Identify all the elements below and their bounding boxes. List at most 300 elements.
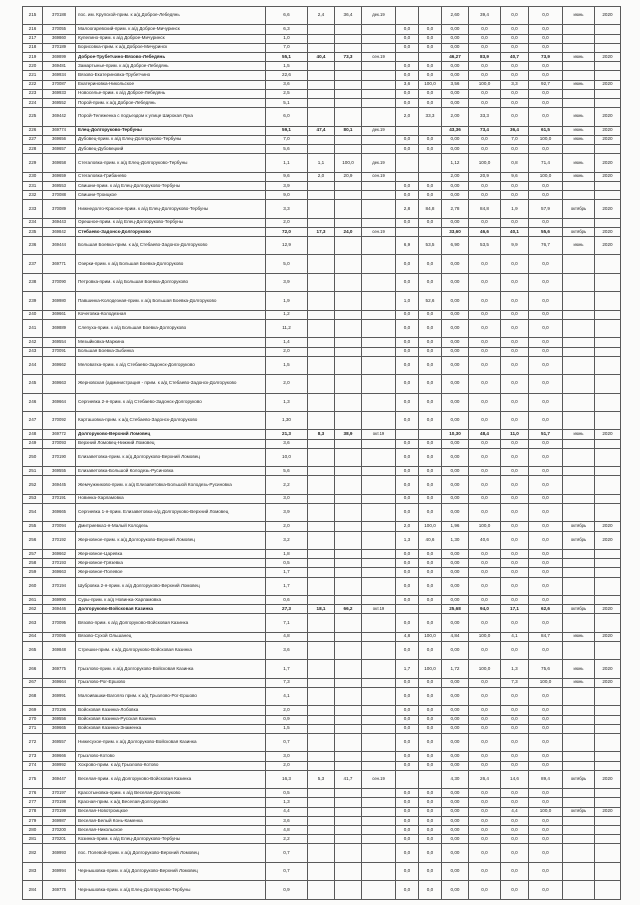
normative-length-cell: 6,9 [396, 237, 419, 255]
inspection-date-cell [362, 549, 396, 558]
road-code-cell: 369556 [43, 715, 76, 724]
road-length-cell: 7,0 [266, 43, 308, 52]
road-code-cell: 369775 [43, 881, 76, 899]
repaired-length-cell [308, 688, 335, 706]
repaired-length-cell [308, 881, 335, 899]
road-code-cell: 369665 [43, 503, 76, 521]
total-length-cell: 0,00 [442, 577, 469, 595]
repaired-length-cell [308, 218, 335, 227]
table-row [23, 319, 621, 337]
inspection-date-cell [362, 80, 396, 89]
road-length-cell: 1,9 [266, 292, 308, 310]
road-name-cell: Елец-Долгоруково-Тербуны [76, 126, 266, 135]
road-length-cell: 2,2 [266, 476, 308, 494]
road-code-cell: 369992 [43, 761, 76, 770]
table-row [23, 476, 621, 494]
planned-percent-cell: 0,0 [529, 255, 563, 273]
normative-percent-cell: 0,0 [419, 439, 442, 448]
plan-month-cell: июнь [563, 237, 595, 255]
normative-length-cell: 2,0 [396, 522, 419, 531]
plan-month-cell [563, 393, 595, 411]
row-number-cell: 239 [23, 292, 43, 310]
repaired-length-cell [308, 678, 335, 687]
plan-year-cell [595, 375, 621, 393]
plan-year-cell: 2020 [595, 126, 621, 135]
planned-length-cell: 0,0 [501, 71, 529, 80]
road-name-cell: Озерки-прим. к а/д Большая Боевка-Долгоруково [76, 255, 266, 273]
total-length-cell: 0,00 [442, 789, 469, 798]
row-number-cell: 231 [23, 181, 43, 190]
planned-percent-cell: 0,0 [529, 715, 563, 724]
total-percent-cell: 0,0 [469, 292, 501, 310]
planned-length-cell: 0,0 [501, 559, 529, 568]
total-percent-cell: 53,5 [469, 237, 501, 255]
row-number-cell: 250 [23, 448, 43, 466]
normative-percent-cell: 0,0 [419, 614, 442, 632]
repaired-percent-cell: 100,0 [335, 154, 362, 172]
road-name-cell: Доброе-Трубетчино-Вязово-Лебедянь [76, 53, 266, 62]
planned-percent-cell: 0,0 [529, 835, 563, 844]
plan-month-cell [563, 71, 595, 80]
row-number-cell: 268 [23, 688, 43, 706]
plan-month-cell: октябрь [563, 531, 595, 549]
road-length-cell: 1,7 [266, 660, 308, 678]
plan-month-cell [563, 448, 595, 466]
inspection-date-cell [362, 25, 396, 34]
normative-percent-cell: 0,0 [419, 181, 442, 190]
total-length-cell: 0,00 [442, 181, 469, 190]
road-name-cell: Верхний Ломовец-Нижний Ломовец [76, 439, 266, 448]
plan-year-cell [595, 356, 621, 374]
total-percent-cell: 0,0 [469, 393, 501, 411]
normative-percent-cell: 0,0 [419, 25, 442, 34]
plan-year-cell [595, 43, 621, 52]
planned-length-cell: 0,0 [501, 789, 529, 798]
road-name-cell: Красная-прим. к а/д Веселая-Долгоруково [76, 798, 266, 807]
normative-percent-cell: 0,0 [419, 218, 442, 227]
repaired-percent-cell [335, 577, 362, 595]
inspection-date-cell [362, 881, 396, 899]
row-number-cell: 258 [23, 559, 43, 568]
road-name-cell: Елизаветовка-прим. к а/д Долгоруково-Верхний Ломовец [76, 448, 266, 466]
inspection-date-cell [362, 99, 396, 108]
table-row [23, 706, 621, 715]
total-percent-cell: 0,0 [469, 135, 501, 144]
repaired-percent-cell: 41,7 [335, 770, 362, 788]
total-percent-cell: 0,0 [469, 734, 501, 752]
row-number-cell: 243 [23, 347, 43, 356]
row-number-cell: 228 [23, 145, 43, 154]
planned-percent-cell: 51,7 [529, 430, 563, 439]
road-code-cell: 369661 [43, 310, 76, 319]
inspection-date-cell [362, 62, 396, 71]
row-number-cell: 274 [23, 761, 43, 770]
repaired-length-cell [308, 467, 335, 476]
total-percent-cell: 0,0 [469, 439, 501, 448]
plan-month-cell [563, 798, 595, 807]
repaired-percent-cell [335, 706, 362, 715]
plan-month-cell: октябрь [563, 200, 595, 218]
row-number-cell: 244 [23, 356, 43, 374]
plan-year-cell [595, 724, 621, 733]
normative-length-cell: 0,0 [396, 319, 419, 337]
repaired-percent-cell [335, 862, 362, 880]
repaired-percent-cell [335, 559, 362, 568]
total-percent-cell: 0,0 [469, 614, 501, 632]
road-code-cell: 370088 [43, 191, 76, 200]
plan-month-cell [563, 835, 595, 844]
normative-length-cell: 0,0 [396, 789, 419, 798]
inspection-date-cell [362, 237, 396, 255]
table-row [23, 844, 621, 862]
planned-percent-cell: 0,0 [529, 816, 563, 825]
total-length-cell: 0,00 [442, 862, 469, 880]
repaired-length-cell [308, 25, 335, 34]
repaired-length-cell [308, 200, 335, 218]
inspection-date-cell [362, 688, 396, 706]
table-row [23, 807, 621, 816]
planned-length-cell: 11,0 [501, 430, 529, 439]
inspection-date-cell [362, 642, 396, 660]
planned-length-cell: 0,0 [501, 881, 529, 899]
plan-year-cell [595, 688, 621, 706]
plan-month-cell: октябрь [563, 605, 595, 614]
planned-percent-cell: 0,0 [529, 448, 563, 466]
planned-length-cell: 0,0 [501, 319, 529, 337]
plan-year-cell: 2020 [595, 430, 621, 439]
table-row [23, 135, 621, 144]
normative-length-cell: 2,0 [396, 108, 419, 126]
planned-length-cell: 0,0 [501, 347, 529, 356]
normative-length-cell: 0,0 [396, 862, 419, 880]
road-code-cell: 370194 [43, 577, 76, 595]
total-length-cell: 0,00 [442, 292, 469, 310]
total-length-cell: 0,00 [442, 25, 469, 34]
planned-length-cell: 0,0 [501, 375, 529, 393]
repaired-length-cell [308, 393, 335, 411]
normative-percent-cell: 100,0 [419, 522, 442, 531]
road-length-cell: 72,0 [266, 227, 308, 236]
plan-month-cell: июнь [563, 53, 595, 62]
normative-length-cell: 0,0 [396, 706, 419, 715]
road-code-cell: 369446 [43, 605, 76, 614]
planned-length-cell: 0,0 [501, 411, 529, 429]
road-length-cell: 2,0 [266, 706, 308, 715]
inspection-date-cell [362, 835, 396, 844]
total-percent-cell: 0,0 [469, 706, 501, 715]
plan-month-cell [563, 89, 595, 98]
plan-month-cell: июнь [563, 430, 595, 439]
road-length-cell: 9,0 [266, 191, 308, 200]
total-length-cell: 6,90 [442, 237, 469, 255]
total-length-cell: 0,00 [442, 559, 469, 568]
total-percent-cell: 0,0 [469, 559, 501, 568]
table-row [23, 862, 621, 880]
repaired-length-cell [308, 549, 335, 558]
total-length-cell: 0,00 [442, 614, 469, 632]
road-length-cell: 0,9 [266, 881, 308, 899]
road-code-cell: 369987 [43, 816, 76, 825]
road-name-cell: Дмитриевка1-я-Малый Колодезь [76, 522, 266, 531]
road-name-cell: Сергиевка 1-я-прим. Елизаветовка-а/д Долгоруково-Верхний Ломовец [76, 503, 266, 521]
inspection-date-cell [362, 807, 396, 816]
road-name-cell: Павшинка-Колодезная-прим. к а/д Большая Боевка-Долгоруково [76, 292, 266, 310]
normative-length-cell: 0,0 [396, 503, 419, 521]
table-row [23, 688, 621, 706]
table-row [23, 7, 621, 25]
road-name-cell: Новинка-Харламовка [76, 494, 266, 503]
total-length-cell: 0,00 [442, 476, 469, 494]
road-name-cell: Войсковая Казинка-Знаменка [76, 724, 266, 733]
inspection-date-cell [362, 715, 396, 724]
total-length-cell: 0,00 [442, 347, 469, 356]
total-percent-cell: 0,0 [469, 807, 501, 816]
planned-length-cell: 0,0 [501, 310, 529, 319]
total-percent-cell: 0,0 [469, 761, 501, 770]
table-row [23, 200, 621, 218]
normative-percent-cell: 53,5 [419, 237, 442, 255]
plan-year-cell [595, 338, 621, 347]
normative-length-cell: 0,0 [396, 34, 419, 43]
planned-percent-cell: 92,7 [529, 80, 563, 89]
repaired-percent-cell [335, 145, 362, 154]
repaired-percent-cell [335, 43, 362, 52]
road-length-cell: 21,3 [266, 430, 308, 439]
inspection-date-cell [362, 724, 396, 733]
planned-length-cell: 7,0 [501, 135, 529, 144]
table-row [23, 789, 621, 798]
table-row [23, 577, 621, 595]
total-length-cell: 2,00 [442, 108, 469, 126]
total-percent-cell: 0,0 [469, 448, 501, 466]
planned-percent-cell: 0,0 [529, 559, 563, 568]
road-name-cell: Елизаветовка-Большой Колодезь-Русиновка [76, 467, 266, 476]
normative-percent-cell: 33,3 [419, 108, 442, 126]
row-number-cell: 277 [23, 798, 43, 807]
table-row [23, 273, 621, 291]
road-length-cell: 1,4 [266, 338, 308, 347]
normative-length-cell: 1,7 [396, 660, 419, 678]
normative-percent-cell: 0,0 [419, 319, 442, 337]
road-name-cell: пос. Полевой-прим. к а/д Долгоруково-Верхний Ломовец [76, 844, 266, 862]
road-length-cell: 12,9 [266, 237, 308, 255]
road-code-cell: 369557 [43, 734, 76, 752]
plan-month-cell [563, 347, 595, 356]
plan-year-cell: 2020 [595, 237, 621, 255]
repaired-length-cell [308, 71, 335, 80]
normative-percent-cell [419, 53, 442, 62]
row-number-cell: 262 [23, 605, 43, 614]
repaired-length-cell [308, 191, 335, 200]
table-row [23, 108, 621, 126]
inspection-date-cell [362, 660, 396, 678]
repaired-percent-cell [335, 200, 362, 218]
planned-length-cell: 0,0 [501, 191, 529, 200]
normative-percent-cell: 0,0 [419, 549, 442, 558]
planned-percent-cell: 89,4 [529, 770, 563, 788]
road-name-cell: Карташовка-прим. к а/д Стебаево-Задонск-Долгоруково [76, 411, 266, 429]
planned-percent-cell: 0,0 [529, 826, 563, 835]
road-name-cell: Малоивашки-Ваголяз прим. к а/д Грызлово-Рог-Ершово [76, 688, 266, 706]
repaired-percent-cell [335, 549, 362, 558]
plan-month-cell [563, 62, 595, 71]
road-length-cell: 4,8 [266, 632, 308, 641]
normative-percent-cell: 0,0 [419, 568, 442, 577]
road-name-cell: Стебаево-Задонск-Долгоруково [76, 227, 266, 236]
planned-percent-cell: 0,0 [529, 549, 563, 558]
total-percent-cell: 0,0 [469, 181, 501, 190]
table-row [23, 439, 621, 448]
planned-length-cell: 0,0 [501, 476, 529, 494]
total-percent-cell: 0,0 [469, 43, 501, 52]
repaired-percent-cell [335, 448, 362, 466]
road-length-cell: 1,5 [266, 724, 308, 733]
road-name-cell: Стрешки-прим. к а/д Долгоруково-Войсковая Казинка [76, 642, 266, 660]
road-name-cell: Большая Боевка-Зыбинка [76, 347, 266, 356]
repaired-length-cell [308, 844, 335, 862]
plan-year-cell [595, 34, 621, 43]
road-length-cell: 2,0 [266, 761, 308, 770]
planned-length-cell: 0,0 [501, 181, 529, 190]
road-name-cell: Веселая-Белый Конь-Каменка [76, 816, 266, 825]
repaired-percent-cell [335, 338, 362, 347]
repaired-length-cell [308, 761, 335, 770]
repaired-length-cell: 5,3 [308, 770, 335, 788]
plan-month-cell [563, 826, 595, 835]
plan-month-cell [563, 25, 595, 34]
planned-percent-cell: 0,0 [529, 439, 563, 448]
total-length-cell: 0,00 [442, 568, 469, 577]
normative-percent-cell: 0,0 [419, 356, 442, 374]
normative-length-cell: 0,0 [396, 752, 419, 761]
inspection-date-cell [362, 503, 396, 521]
row-number-cell: 264 [23, 632, 43, 641]
road-length-cell: 2,2 [266, 835, 308, 844]
total-percent-cell: 46,6 [469, 227, 501, 236]
road-length-cell: 6,6 [266, 7, 308, 25]
road-code-cell: 369662 [43, 356, 76, 374]
road-name-cell: Нижнедолго-Красное-прим. к а/д Елец-Долгоруково-Тербуны [76, 200, 266, 218]
planned-percent-cell: 0,0 [529, 375, 563, 393]
repaired-length-cell [308, 826, 335, 835]
plan-month-cell: октябрь [563, 522, 595, 531]
road-code-cell: 370095 [43, 614, 76, 632]
repaired-percent-cell [335, 816, 362, 825]
plan-year-cell [595, 62, 621, 71]
table-row [23, 430, 621, 439]
planned-length-cell: 7,3 [501, 678, 529, 687]
plan-year-cell [595, 596, 621, 605]
repaired-length-cell: 8,3 [308, 430, 335, 439]
planned-length-cell: 4,4 [501, 807, 529, 816]
total-percent-cell: 83,9 [469, 53, 501, 62]
plan-year-cell: 2020 [595, 531, 621, 549]
road-length-cell: 3,3 [266, 200, 308, 218]
repaired-length-cell: 40,4 [308, 53, 335, 62]
total-percent-cell: 0,0 [469, 338, 501, 347]
total-percent-cell: 0,0 [469, 319, 501, 337]
total-length-cell: 0,00 [442, 34, 469, 43]
repaired-length-cell [308, 347, 335, 356]
total-length-cell: 0,00 [442, 255, 469, 273]
inspection-date-cell [362, 706, 396, 715]
planned-length-cell: 36,4 [501, 126, 529, 135]
table-body [23, 7, 621, 900]
road-code-cell: 369481 [43, 62, 76, 71]
repaired-length-cell [308, 660, 335, 678]
inspection-date-cell [362, 218, 396, 227]
total-length-cell: 0,00 [442, 89, 469, 98]
road-name-cell: Красотыновка-прим. к а/д Веселая-Долгоруково [76, 789, 266, 798]
plan-month-cell [563, 715, 595, 724]
repaired-length-cell [308, 255, 335, 273]
planned-percent-cell: 0,0 [529, 62, 563, 71]
road-length-cell: 3,9 [266, 503, 308, 521]
plan-year-cell: 2020 [595, 200, 621, 218]
plan-year-cell [595, 826, 621, 835]
planned-length-cell: 0,0 [501, 862, 529, 880]
road-name-cell: Веселая-Никольское [76, 826, 266, 835]
planned-percent-cell: 100,0 [529, 807, 563, 816]
road-name-cell: Порой-Тележенка с подъездом к улице Широкая Лука [76, 108, 266, 126]
inspection-date-cell [362, 292, 396, 310]
plan-year-cell: 2020 [595, 154, 621, 172]
normative-percent-cell: 0,0 [419, 642, 442, 660]
row-number-cell: 247 [23, 411, 43, 429]
road-name-cell: Грызлово-Рог-Ершово [76, 678, 266, 687]
planned-length-cell: 0,0 [501, 7, 529, 25]
plan-month-cell [563, 145, 595, 154]
total-percent-cell: 0,0 [469, 798, 501, 807]
planned-percent-cell: 71,4 [529, 154, 563, 172]
inspection-date-cell [362, 108, 396, 126]
road-length-cell: 6,3 [266, 25, 308, 34]
total-percent-cell: 0,0 [469, 218, 501, 227]
row-number-cell: 219 [23, 53, 43, 62]
row-number-cell: 238 [23, 273, 43, 291]
normative-length-cell: 0,0 [396, 688, 419, 706]
repaired-percent-cell [335, 99, 362, 108]
plan-month-cell: июнь [563, 7, 595, 25]
normative-length-cell: 0,0 [396, 310, 419, 319]
road-length-cell: 1,7 [266, 577, 308, 595]
normative-percent-cell: 0,0 [419, 71, 442, 80]
road-name-cell: Меловатка-прим. к а/д Стебаево-Задонск-Долгоруково [76, 356, 266, 374]
plan-year-cell [595, 798, 621, 807]
road-name-cell: Большая Боевка-прим. к а/д Стебаево-Задонск-Долгоруково [76, 237, 266, 255]
plan-month-cell [563, 789, 595, 798]
planned-percent-cell: 84,7 [529, 632, 563, 641]
inspection-date-cell [362, 439, 396, 448]
repaired-percent-cell [335, 715, 362, 724]
planned-percent-cell: 0,0 [529, 338, 563, 347]
normative-percent-cell: 0,0 [419, 43, 442, 52]
table-row [23, 632, 621, 641]
road-length-cell: 0,5 [266, 559, 308, 568]
repaired-percent-cell: 24,0 [335, 227, 362, 236]
row-number-cell: 241 [23, 319, 43, 337]
road-code-cell: 369991 [43, 688, 76, 706]
normative-percent-cell [419, 227, 442, 236]
planned-length-cell: 0,0 [501, 734, 529, 752]
repaired-percent-cell [335, 71, 362, 80]
normative-percent-cell [419, 605, 442, 614]
inspection-date-cell [362, 614, 396, 632]
plan-year-cell [595, 789, 621, 798]
normative-percent-cell: 0,0 [419, 596, 442, 605]
plan-year-cell [595, 218, 621, 227]
planned-length-cell: 0,0 [501, 62, 529, 71]
